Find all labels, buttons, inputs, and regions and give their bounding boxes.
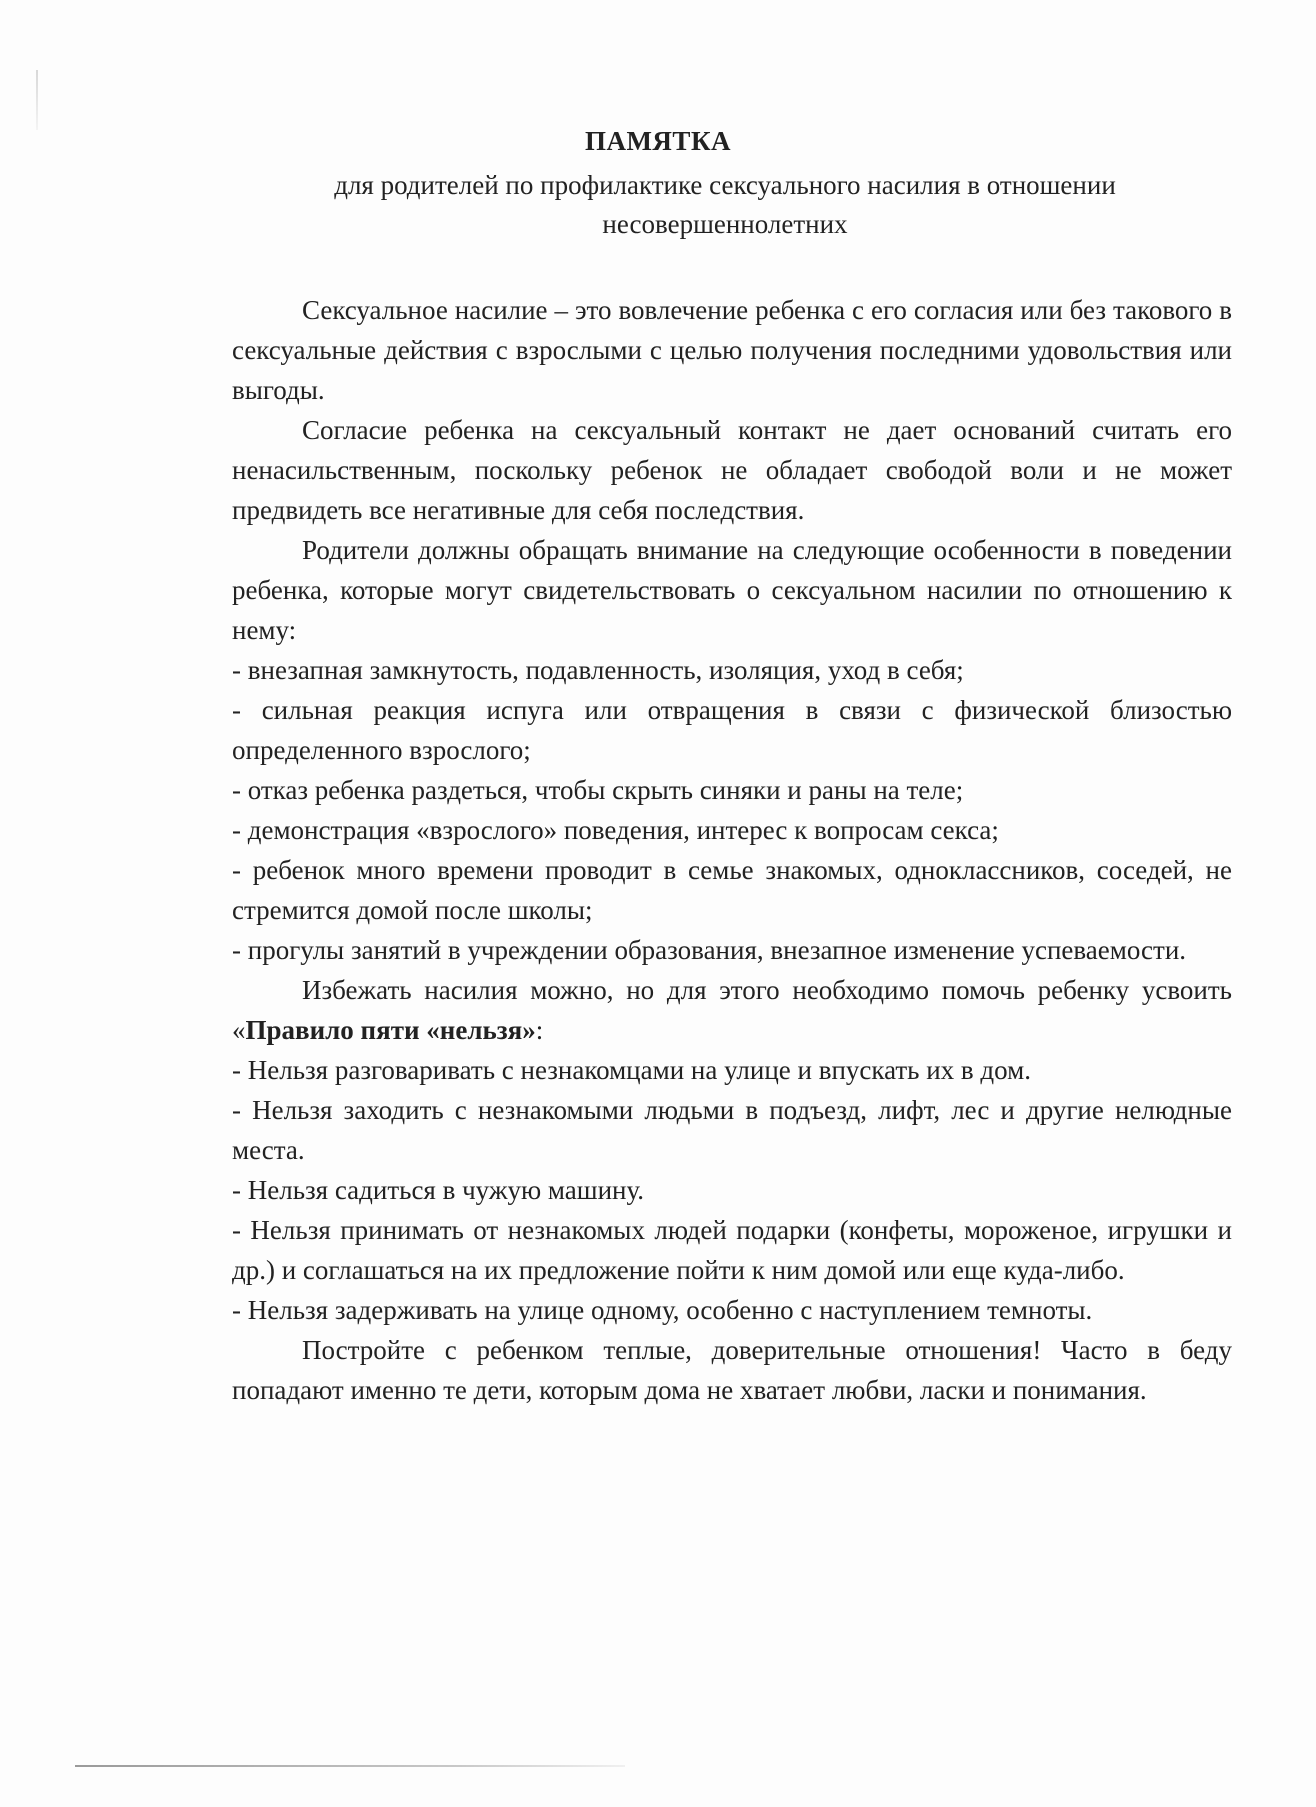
paragraph-consent: Согласие ребенка на сексуальный контакт не дает оснований считать его ненасильственным, поскольку ребенок не обладает свободой воли и не может предвидеть все негативные для себя последствия. (232, 415, 1232, 525)
sign-item: - ребенок много времени проводит в семье знакомых, одноклассников, соседей, не стремится домой после школы; (232, 855, 1232, 925)
rule-item: - Нельзя заходить с незнакомыми людьми в подъезд, лифт, лес и другие нелюдные места. (232, 1095, 1232, 1165)
document-body (232, 290, 1232, 1410)
rule-intro-prefix: Избежать насилия можно, но для этого необходимо помочь ребенку усвоить « (232, 975, 1232, 1045)
sign-item: - сильная реакция испуга или отвращения в связи с физической близостью определенного взрослого; (232, 695, 1232, 765)
paragraph-closing: Постройте с ребенком теплые, доверительные отношения! Часто в беду попадают именно те дети, которым дома не хватает любви, ласки и понимания. (232, 1335, 1232, 1405)
rule-intro-bold: Правило пяти «нельзя» (245, 1015, 536, 1045)
document-subtitle: для родителей по профилактике сексуального насилия в отношении несовершеннолетних (334, 170, 1116, 239)
scan-edge-mark (36, 70, 38, 130)
paragraph-signs-intro: Родители должны обращать внимание на следующие особенности в поведении ребенка, которые могут свидетельствовать о сексуальном насилии по отношению к нему: (232, 535, 1232, 645)
rule-intro-suffix: : (535, 1015, 544, 1045)
sign-item: - отказ ребенка раздеться, чтобы скрыть синяки и раны на теле; (232, 775, 964, 805)
paragraph-rule-intro (232, 970, 1232, 1050)
sign-item: - внезапная замкнутость, подавленность, изоляция, уход в себя; (232, 655, 964, 685)
sign-item: - демонстрация «взрослого» поведения, интерес к вопросам секса; (232, 815, 999, 845)
paragraph-definition: Сексуальное насилие – это вовлечение ребенка с его согласия или без такового в сексуальные действия с взрослыми с целью получения последними удовольствия или выгоды. (232, 295, 1232, 405)
rule-item: - Нельзя садиться в чужую машину. (232, 1175, 645, 1205)
rule-item: - Нельзя разговаривать с незнакомцами на улице и впускать их в дом. (232, 1055, 1031, 1085)
bottom-rule-line (75, 1765, 625, 1767)
document-title: ПАМЯТКА (584, 126, 732, 156)
sign-item: - прогулы занятий в учреждении образования, внезапное изменение успеваемости. (232, 935, 1187, 965)
rule-item: - Нельзя принимать от незнакомых людей подарки (конфеты, мороженое, игрушки и др.) и соглашаться на их предложение пойти к ним домой или еще куда-либо. (232, 1215, 1232, 1285)
rule-item: - Нельзя задерживать на улице одному, особенно с наступлением темноты. (232, 1295, 1093, 1325)
